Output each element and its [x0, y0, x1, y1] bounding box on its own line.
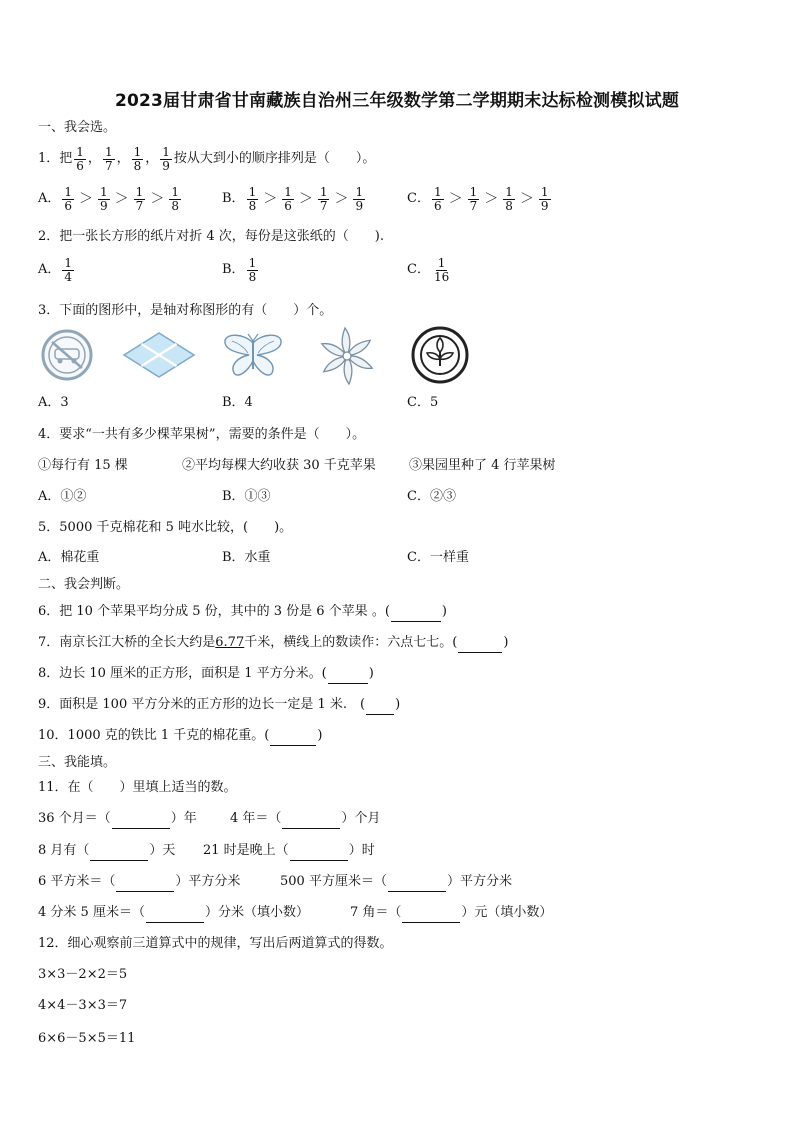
question-10: [38, 727, 322, 746]
no-car-sign-icon: [40, 328, 94, 382]
option-label: B．: [222, 262, 245, 277]
fill-prefix: 36 个月＝（: [38, 811, 111, 826]
answer-blank[interactable]: [282, 810, 340, 829]
q2-option-c[interactable]: [407, 256, 453, 284]
q5-option-a[interactable]: A．棉花重: [38, 550, 100, 565]
fill-prefix: 4 年＝（: [230, 811, 282, 826]
q11-row-3-left: [38, 873, 240, 892]
fill-suffix: ）分米（填小数）: [204, 905, 309, 920]
fill-prefix: 500 平方厘米＝（: [280, 874, 387, 889]
fraction: $\frac{1}{7}$: [104, 144, 113, 173]
greater-than: ＞: [519, 191, 534, 207]
greater-than: ＞: [150, 191, 165, 207]
fraction: $\frac{1}{9}$: [100, 184, 108, 213]
greater-than: ＞: [263, 191, 278, 207]
question-11: 11．在（ ）里填上适当的数。: [38, 780, 237, 795]
question-7: [38, 634, 508, 653]
fill-prefix: 7 角＝（: [350, 905, 402, 920]
q3-option-b[interactable]: B．4: [222, 395, 253, 410]
fill-suffix: ）天: [149, 843, 176, 858]
separator: ，: [145, 151, 159, 166]
fill-prefix: 4 分米 5 厘米＝（: [38, 905, 145, 920]
fraction: $\frac{1}{6}$: [284, 184, 292, 213]
underlined-number: 6.77: [215, 635, 245, 650]
fill-prefix: 21 时是晚上（: [203, 843, 289, 858]
fill-suffix: ）平方分米: [175, 874, 241, 889]
question-1: [38, 144, 376, 173]
leaf-emblem-icon: [411, 326, 469, 384]
page-title: 2023届甘肃省甘南藏族自治州三年级数学第二学期期末达标检测模拟试题: [114, 91, 680, 111]
q1-option-c[interactable]: [407, 186, 553, 212]
answer-blank[interactable]: [366, 696, 394, 715]
paren-close: ): [368, 666, 374, 681]
fraction: $\frac{1}{9}$: [355, 184, 364, 213]
q3-option-c[interactable]: C．5: [407, 395, 439, 410]
q4-option-c[interactable]: C．②③: [407, 489, 456, 504]
question-5: 5．5000 千克棉花和 5 吨水比较，( )。: [38, 520, 293, 535]
option-label: C．: [407, 262, 430, 277]
option-label: C．: [407, 191, 430, 206]
equation-2: 4×4－3×3＝7: [38, 998, 128, 1013]
fill-suffix: ）平方分米: [446, 874, 512, 889]
answer-blank[interactable]: [388, 873, 446, 892]
answer-blank[interactable]: [290, 842, 348, 861]
q5-option-b[interactable]: B．水重: [222, 550, 271, 565]
greater-than: ＞: [298, 191, 313, 207]
q4-condition-2: ②平均每棵大约收获 30 千克苹果: [182, 458, 376, 473]
fraction: $\frac{1}{7}$: [319, 184, 328, 213]
question-1-suffix: 按从大到小的顺序排列是（ ）。: [173, 151, 376, 166]
fill-suffix: ）个月: [341, 811, 381, 826]
q11-row-2-left: [38, 842, 175, 861]
fraction: $\frac{1}{16}$: [433, 255, 450, 284]
question-9-text: 9．面积是 100 平方分米的正方形的边长一定是 1 米. (: [38, 697, 366, 712]
fraction: $\frac{1}{8}$: [171, 184, 179, 213]
fraction: $\frac{1}{8}$: [133, 144, 142, 173]
question-6-text: 6．把 10 个苹果平均分成 5 份，其中的 3 份是 6 个苹果 。(: [38, 604, 390, 619]
separator: ，: [116, 151, 130, 166]
fraction: $\frac{1}{6}$: [76, 144, 84, 173]
fraction: $\frac{1}{8}$: [505, 184, 513, 213]
paren-close: ): [441, 604, 447, 619]
question-7-text-end: 千米，横线上的数读作：六点七七。(: [244, 635, 458, 650]
q1-option-a[interactable]: [38, 186, 183, 212]
answer-blank[interactable]: [270, 727, 316, 746]
q4-condition-3: ③果园里种了 4 行苹果树: [409, 458, 556, 473]
q11-row-1-left: [38, 810, 197, 829]
question-7-text: 7．南京长江大桥的全长大约是: [38, 635, 216, 650]
q2-option-a[interactable]: [38, 256, 76, 284]
question-8: [38, 665, 374, 684]
answer-blank[interactable]: [112, 810, 170, 829]
fraction: $\frac{1}{7}$: [469, 184, 478, 213]
paren-close: ): [317, 728, 323, 743]
answer-blank[interactable]: [458, 634, 502, 653]
answer-blank[interactable]: [328, 665, 368, 684]
question-8-text: 8．边长 10 厘米的正方形，面积是 1 平方分米。(: [38, 666, 327, 681]
greater-than: ＞: [79, 191, 94, 207]
q4-option-b[interactable]: B．①③: [222, 489, 271, 504]
question-6: [38, 603, 447, 622]
question-1-prefix: 1．把: [38, 151, 73, 166]
greater-than: ＞: [114, 191, 129, 207]
answer-blank[interactable]: [116, 873, 174, 892]
option-label: B．: [222, 191, 245, 206]
diamond-grid-icon: [122, 331, 196, 379]
equation-1: 3×3－2×2＝5: [38, 967, 128, 982]
fill-suffix: ）元（填小数）: [461, 905, 553, 920]
section-heading-2: 二、我会判断。: [38, 577, 130, 592]
greater-than: ＞: [334, 191, 349, 207]
fraction: $\frac{1}{7}$: [135, 184, 144, 213]
question-2: 2．把一张长方形的纸片对折 4 次，每份是这张纸的（ ).: [38, 229, 385, 244]
question-9: [38, 696, 400, 715]
q4-condition-1: ①每行有 15 棵: [38, 458, 128, 473]
fraction: $\frac{1}{6}$: [433, 184, 442, 213]
fraction: $\frac{1}{9}$: [540, 184, 549, 213]
answer-blank[interactable]: [402, 904, 460, 923]
answer-blank[interactable]: [391, 603, 441, 622]
q11-row-4-left: [38, 904, 309, 923]
paren-close: ): [395, 697, 401, 712]
greater-than: ＞: [448, 191, 463, 207]
option-label: A．: [38, 262, 61, 277]
q11-row-4-right: [350, 904, 552, 923]
fraction: $\frac{1}{9}$: [162, 144, 170, 173]
q11-row-1-right: [230, 810, 380, 829]
q11-row-3-right: [280, 873, 512, 892]
answer-blank[interactable]: [146, 904, 204, 923]
question-4: 4．要求“一共有多少棵苹果树”，需要的条件是（ ）。: [38, 427, 366, 442]
fraction: $\frac{1}{6}$: [64, 184, 73, 213]
pinwheel-flower-icon: [316, 326, 378, 386]
fraction: $\frac{1}{8}$: [248, 255, 257, 284]
fill-prefix: 6 平方米＝（: [38, 874, 116, 889]
fill-suffix: ）年: [170, 811, 197, 826]
section-heading-3: 三、我能填。: [38, 755, 117, 770]
q1-option-b[interactable]: [222, 186, 367, 212]
fill-prefix: 8 月有（: [38, 843, 90, 858]
fraction: $\frac{1}{4}$: [64, 255, 73, 284]
question-10-text: 10．1000 克的铁比 1 千克的棉花重。(: [38, 728, 270, 743]
equation-3: 6×6－5×5＝11: [38, 1031, 136, 1046]
section-heading-1: 一、我会选。: [38, 120, 117, 135]
butterfly-icon: [222, 331, 284, 381]
q11-row-2-right: [203, 842, 375, 861]
q2-option-b[interactable]: [222, 256, 260, 284]
paren-close: ): [503, 635, 509, 650]
fill-suffix: ）时: [348, 843, 375, 858]
option-label: A．: [38, 191, 61, 206]
question-12: 12．细心观察前三道算式中的规律，写出后两道算式的得数。: [38, 936, 393, 951]
separator: ，: [87, 151, 101, 166]
q3-option-a[interactable]: A．3: [38, 395, 69, 410]
question-3: 3．下面的图形中，是轴对称图形的有（ ）个。: [38, 303, 333, 318]
greater-than: ＞: [484, 191, 499, 207]
q5-option-c[interactable]: C．一样重: [407, 550, 469, 565]
q4-option-a[interactable]: A．①②: [38, 489, 87, 504]
answer-blank[interactable]: [90, 842, 148, 861]
fraction: $\frac{1}{8}$: [248, 184, 257, 213]
